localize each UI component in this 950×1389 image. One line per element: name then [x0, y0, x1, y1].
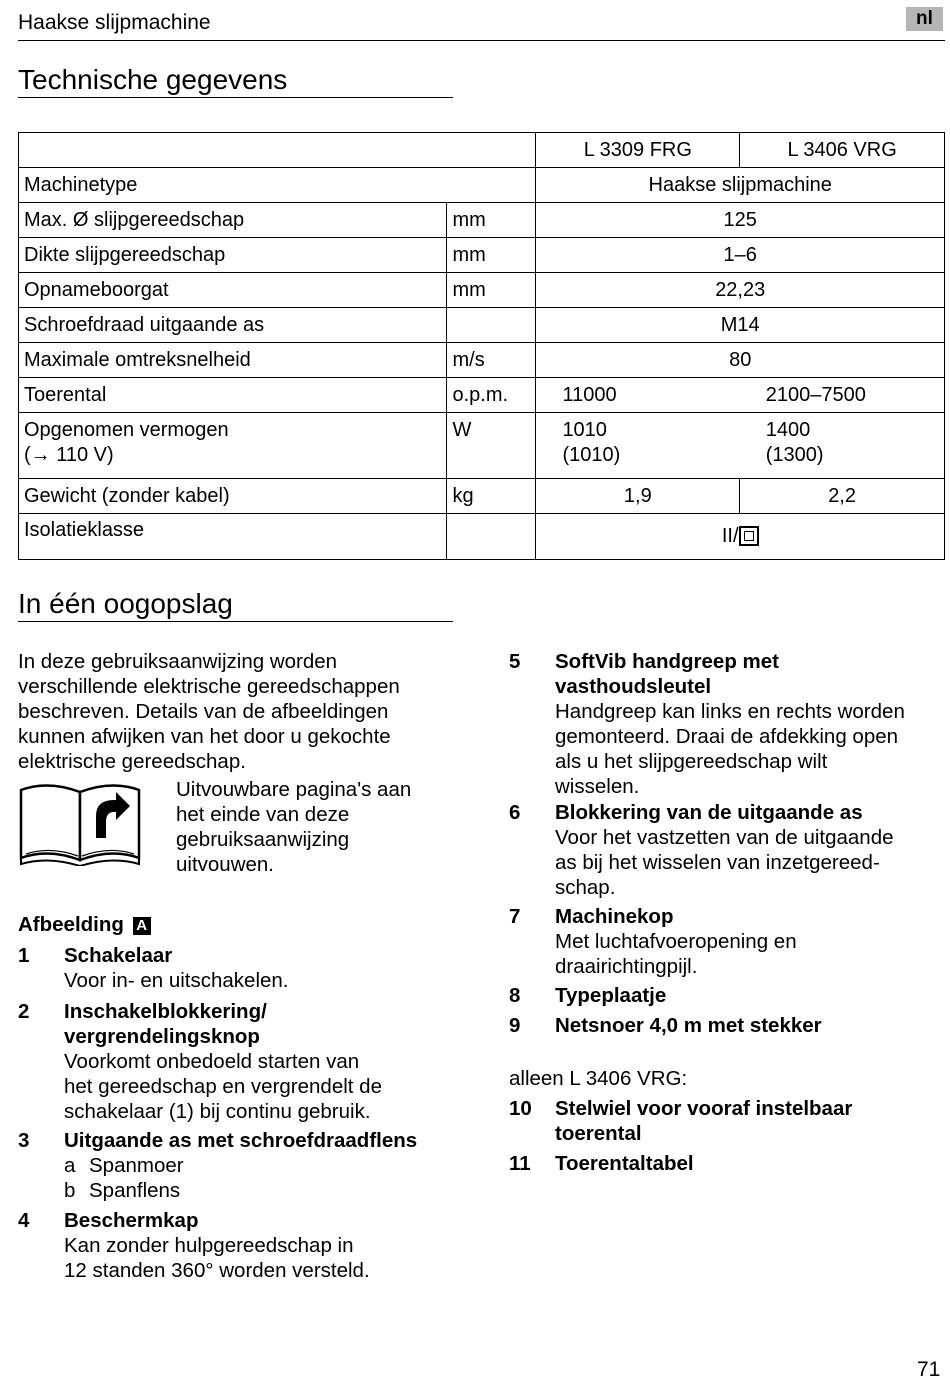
- row-value: 125: [536, 203, 945, 238]
- page-number: 71: [917, 1358, 941, 1381]
- value-line: 1010: [562, 419, 607, 441]
- table-row: [19, 238, 945, 273]
- item-desc: draairichtingpijl.: [555, 955, 698, 978]
- row-value: 11000: [536, 378, 740, 413]
- double-insulation-icon: [739, 526, 759, 546]
- item-title: Uitgaande as met schroefdraadflens: [64, 1129, 418, 1152]
- table-row: [19, 308, 945, 343]
- open-book-icon: [18, 776, 144, 866]
- item-desc: Met luchtafvoeropening en: [555, 930, 797, 953]
- item-number: 5: [509, 650, 521, 673]
- item-title: Typeplaatje: [555, 984, 667, 1007]
- fold-out-note: [176, 777, 466, 877]
- item-desc: het gereedschap en vergrendelt de: [64, 1075, 382, 1098]
- item-number: 10: [509, 1097, 532, 1120]
- section-rule: [18, 621, 453, 622]
- item-number: 4: [18, 1209, 30, 1232]
- row-label: Isolatieklasse: [19, 514, 447, 560]
- table-row: [19, 413, 945, 479]
- item-desc: schakelaar (1) bij continu gebruik.: [64, 1100, 371, 1123]
- item-desc: als u het slijpgereedschap wilt: [555, 750, 828, 773]
- text-line: gebruiksaanwijzing: [176, 828, 350, 851]
- row-label: Max. Ø slijpgereedschap: [19, 203, 447, 238]
- row-label: Schroefdraad uitgaande as: [19, 308, 447, 343]
- item-number: 3: [18, 1129, 30, 1152]
- table-row: [19, 479, 945, 514]
- figure-heading: [18, 913, 151, 937]
- figure-label: Afbeelding: [18, 913, 124, 936]
- item-desc: Voor het vastzetten van de uitgaande: [555, 826, 894, 849]
- item-title: toerental: [555, 1122, 642, 1145]
- item-number: 8: [509, 984, 521, 1007]
- item-number: 7: [509, 905, 521, 928]
- row-unit: [447, 308, 536, 343]
- model-header: L 3406 VRG: [740, 133, 945, 168]
- row-unit: kg: [447, 479, 536, 514]
- table-row: [19, 133, 945, 168]
- row-value: [740, 413, 945, 479]
- text-line: Uitvouwbare pagina's aan: [176, 778, 412, 801]
- table-row: [19, 343, 945, 378]
- row-value: [536, 514, 945, 560]
- model-only-note: alleen L 3406 VRG:: [509, 1067, 688, 1090]
- row-unit: m/s: [447, 343, 536, 378]
- item-title: Toerentaltabel: [555, 1152, 694, 1175]
- text-line: In deze gebruiksaanwijzing worden: [18, 650, 338, 673]
- row-label: Machinetype: [19, 168, 536, 203]
- text-line: het einde van deze: [176, 803, 350, 826]
- item-desc: gemonteerd. Draai de afdekking open: [555, 725, 899, 748]
- table-row: [19, 378, 945, 413]
- item-number: 6: [509, 801, 521, 824]
- row-unit: mm: [447, 238, 536, 273]
- row-label: Dikte slijpgereedschap: [19, 238, 447, 273]
- row-label: Gewicht (zonder kabel): [19, 479, 447, 514]
- row-value: 1,9: [536, 479, 740, 514]
- item-number: 9: [509, 1014, 521, 1037]
- row-value: M14: [536, 308, 945, 343]
- sub-text: Spanmoer: [89, 1154, 184, 1177]
- row-unit: W: [447, 413, 536, 479]
- item-desc: Handgreep kan links en rechts worden: [555, 700, 905, 723]
- row-value: Haakse slijpmachine: [536, 168, 945, 203]
- sub-item: [64, 1153, 464, 1178]
- item-title: Machinekop: [555, 905, 674, 928]
- row-value: [536, 413, 740, 479]
- row-value: 80: [536, 343, 945, 378]
- row-value: 1–6: [536, 238, 945, 273]
- item-desc: wisselen.: [555, 775, 640, 798]
- item-title: Netsnoer 4,0 m met stekker: [555, 1014, 822, 1037]
- intro-paragraph: [18, 649, 458, 774]
- row-label-line: (→ 110 V): [24, 444, 114, 466]
- row-label: Maximale omtreksnelheid: [19, 343, 447, 378]
- item-title: Blokkering van de uitgaande as: [555, 801, 863, 824]
- item-title: Stelwiel voor vooraf instelbaar: [555, 1097, 853, 1120]
- sub-letter: b: [64, 1179, 76, 1202]
- value-line: 1400: [765, 419, 811, 441]
- item-desc: Voor in- en uitschakelen.: [64, 969, 289, 992]
- item-number: 2: [18, 1000, 30, 1023]
- section-title-overview: In één oogopslag: [18, 588, 233, 619]
- sub-item: [64, 1178, 464, 1203]
- item-title: Beschermkap: [64, 1209, 199, 1232]
- header-rule: [18, 40, 945, 41]
- row-label: [19, 413, 447, 479]
- item-title: Schakelaar: [64, 944, 173, 967]
- item-title: vergrendelingsknop: [64, 1025, 260, 1048]
- row-unit: mm: [447, 273, 536, 308]
- sub-letter: a: [64, 1154, 76, 1177]
- row-value: 2100–7500: [740, 378, 945, 413]
- text-line: kunnen afwijken van het door u gekochte: [18, 725, 391, 748]
- row-unit: [447, 514, 536, 560]
- row-label-line: Opgenomen vermogen: [24, 419, 229, 441]
- row-label: Toerental: [19, 378, 447, 413]
- item-desc: schap.: [555, 876, 616, 899]
- value-line: (1010): [562, 444, 621, 466]
- text-line: beschreven. Details van de afbeeldingen: [18, 700, 389, 723]
- section-rule: [18, 97, 453, 98]
- model-header: L 3309 FRG: [536, 133, 740, 168]
- row-value: 2,2: [740, 479, 945, 514]
- table-row: [19, 168, 945, 203]
- item-desc: 12 standen 360° worden versteld.: [64, 1259, 370, 1282]
- language-badge: nl: [906, 7, 943, 31]
- sub-text: Spanflens: [89, 1179, 181, 1202]
- specs-table: [18, 132, 945, 560]
- table-row: [19, 273, 945, 308]
- item-desc: Voorkomt onbedoeld starten van: [64, 1050, 360, 1073]
- table-row: [19, 203, 945, 238]
- row-label: Opnameboorgat: [19, 273, 447, 308]
- text-line: verschillende elektrische gereedschappen: [18, 675, 400, 698]
- item-desc: Kan zonder hulpgereedschap in: [64, 1234, 354, 1257]
- item-number: 1: [18, 944, 30, 967]
- insulation-class-text: II/: [721, 525, 739, 547]
- running-header: Haakse slijpmachine: [18, 11, 211, 34]
- row-value: 22,23: [536, 273, 945, 308]
- section-title-technical-data: Technische gegevens: [18, 64, 288, 95]
- item-desc: as bij het wisselen van inzetgereed-: [555, 851, 880, 874]
- text-line: uitvouwen.: [176, 853, 275, 876]
- table-corner-cell: [19, 133, 536, 168]
- item-number: 11: [509, 1152, 531, 1175]
- item-title: Inschakelblokkering/: [64, 1000, 267, 1023]
- row-unit: mm: [447, 203, 536, 238]
- text-line: elektrische gereedschap.: [18, 750, 246, 773]
- item-title: vasthoudsleutel: [555, 675, 712, 698]
- row-unit: o.p.m.: [447, 378, 536, 413]
- value-line: (1300): [765, 444, 824, 466]
- item-title: SoftVib handgreep met: [555, 650, 780, 673]
- figure-letter-badge: A: [133, 917, 151, 935]
- table-row: [19, 514, 945, 560]
